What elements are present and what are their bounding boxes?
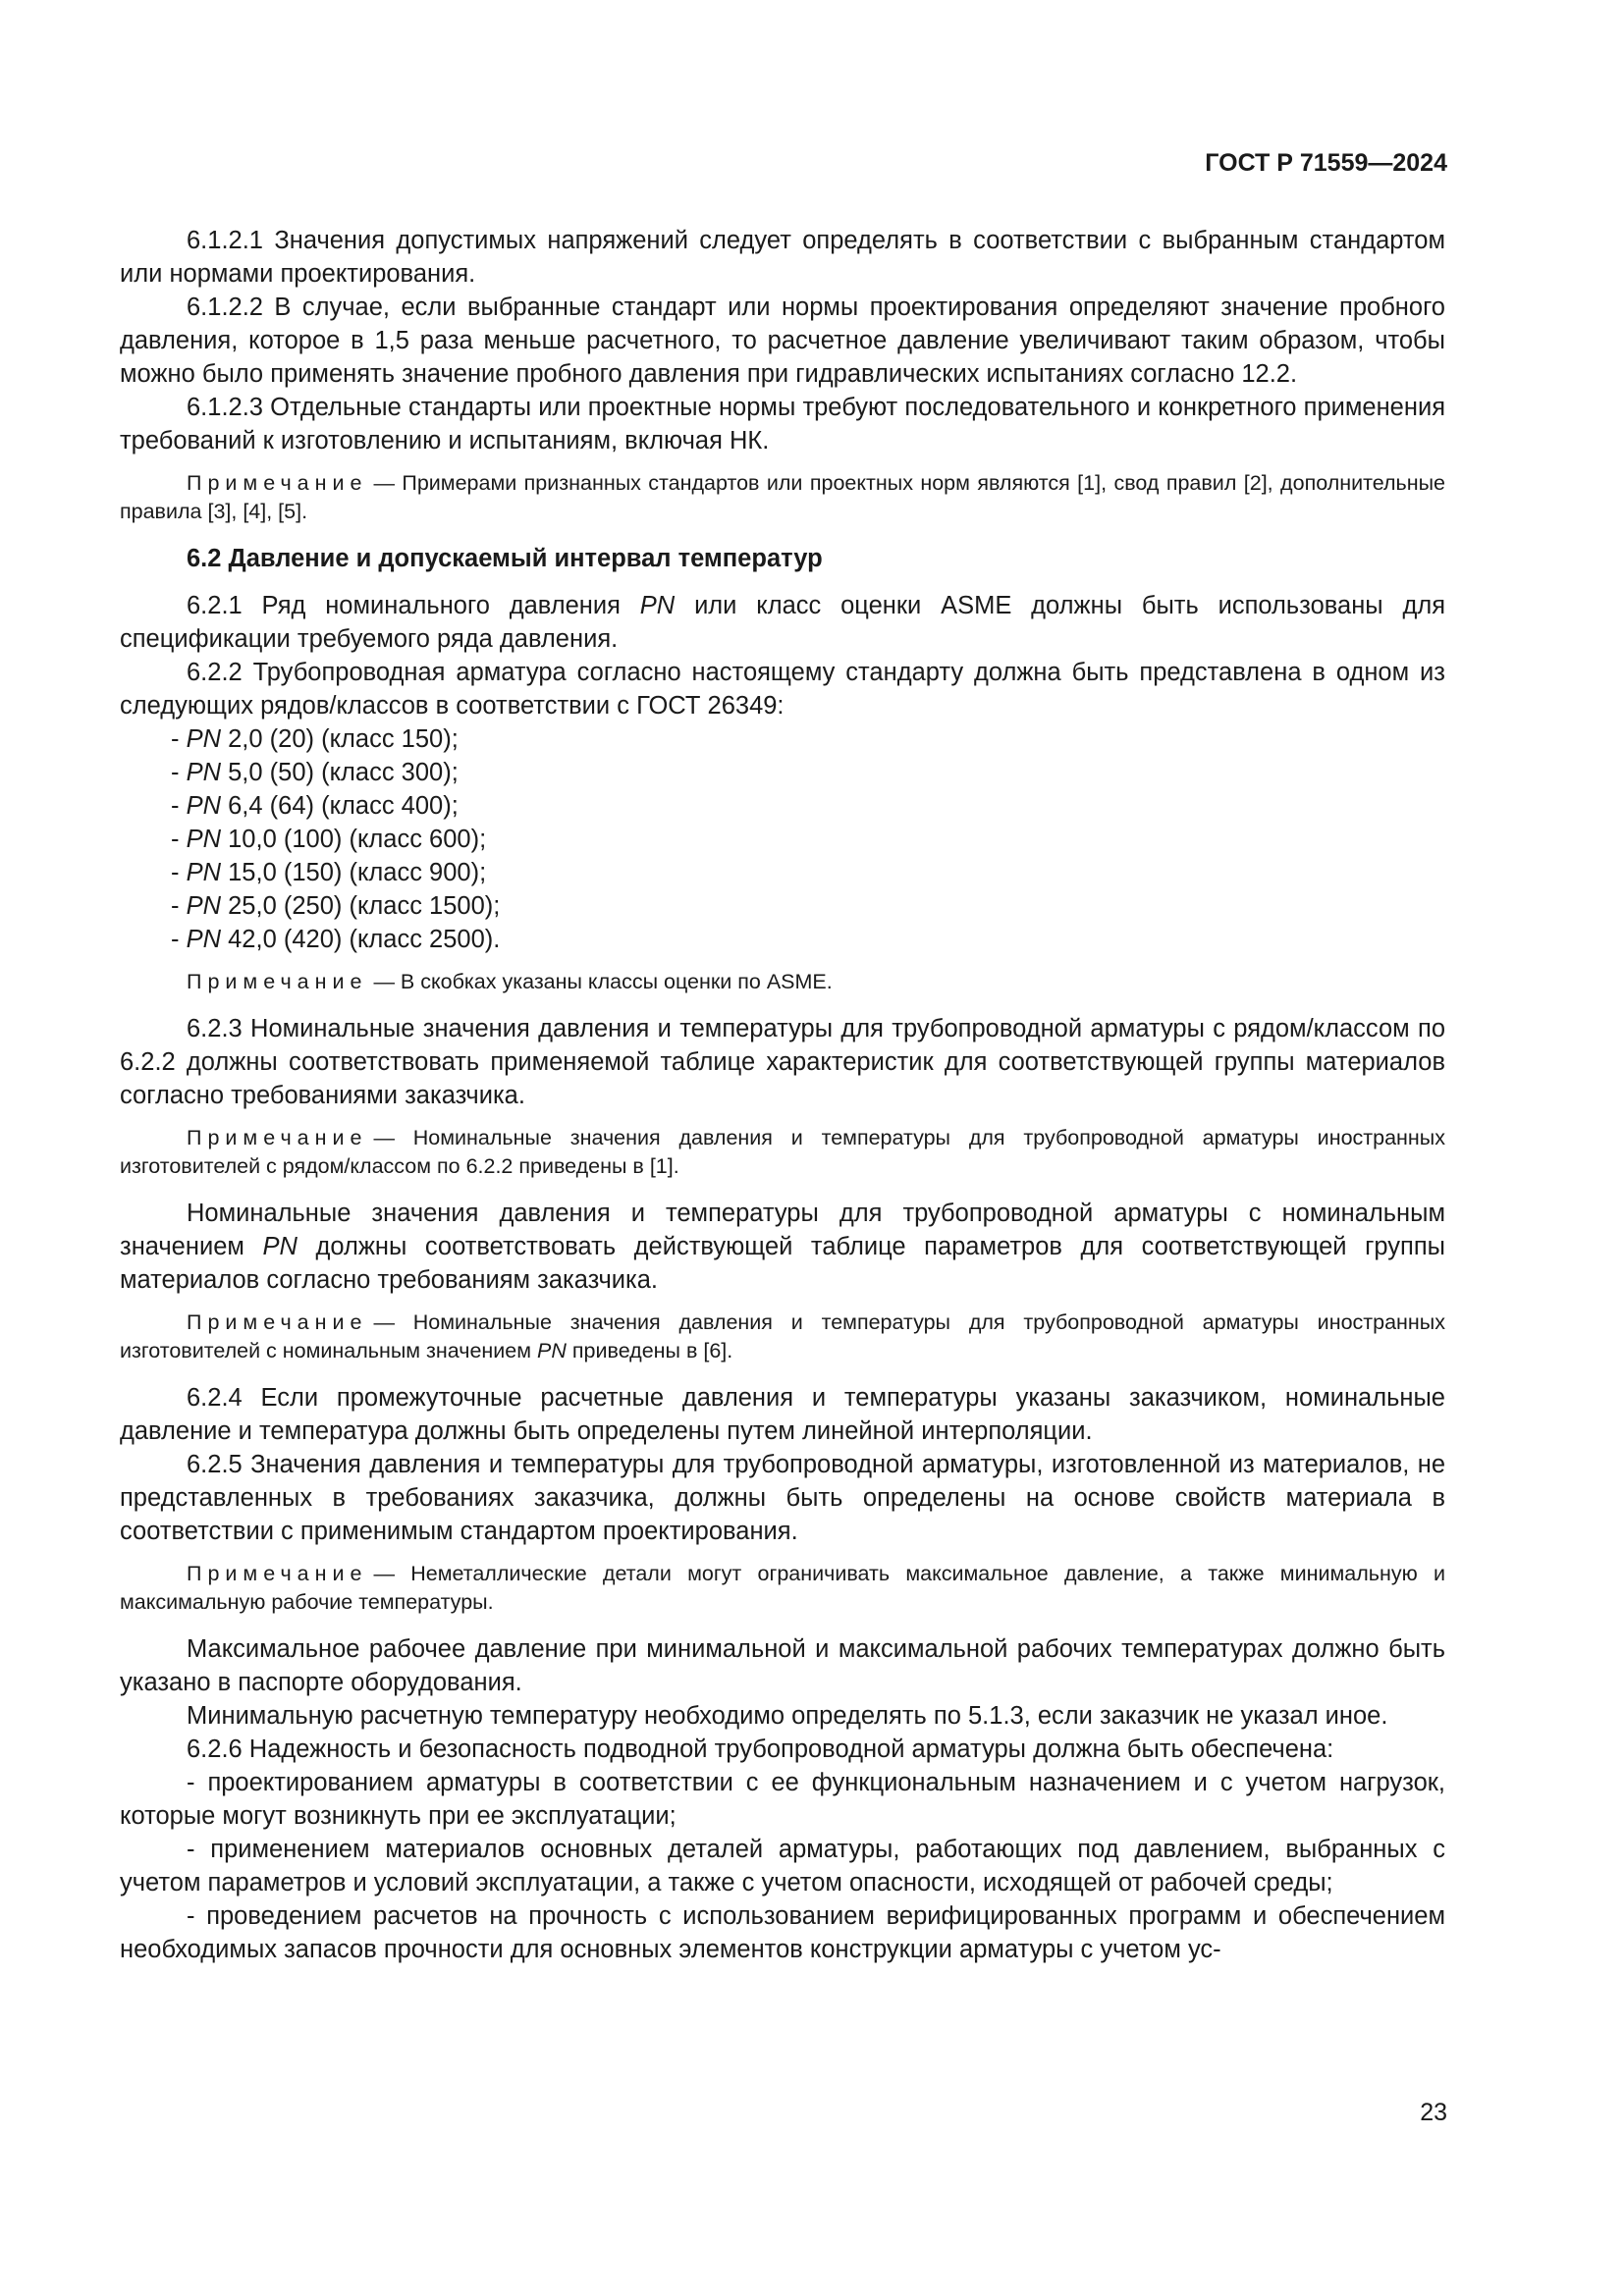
paragraph: 6.1.2.2 В случае, если выбранные стандарт или нормы проектирования определяют значение пробного давления, которое в 1,5 раза меньше расчетного, то расчетное давление увеличивают таким образом, чтобы можно было применять значение пробного давления при гидравлических испытаниях согласно 12.2. bbox=[120, 294, 1445, 388]
note-text: — Примерами признанных стандартов или проектных норм являются [1], свод правил [2], дополнительные правила [3], [4], [5]. bbox=[120, 471, 1445, 523]
paragraph: - проведением расчетов на прочность с использованием верифицированных программ и обеспечением необходимых запасов прочности для основных элементов конструкции арматуры с учетом ус- bbox=[120, 1902, 1445, 1963]
note: Примечание — Номинальные значения давления и температуры для трубопроводной арматуры иностранных изготовителей с номинальным значением PN приведены в [6]. bbox=[120, 1310, 1445, 1362]
paragraph: 6.2.5 Значения давления и температуры для трубопроводной арматуры, изготовленной из материалов, не представленных в требованиях заказчика, должны быть определены на основе свойств материала в соответствии с применимым стандартом проектирования. bbox=[120, 1451, 1445, 1545]
list-item: - PN 6,4 (64) (класс 400); bbox=[171, 792, 459, 820]
document-body bbox=[120, 224, 1445, 1966]
list-item: - PN 2,0 (20) (класс 150); bbox=[171, 725, 459, 753]
paragraph: Номинальные значения давления и температуры для трубопроводной арматуры с номинальным значением PN должны соответствовать действующей таблице параметров для соответствующей группы материалов согласно требованиям заказчика. bbox=[120, 1200, 1445, 1294]
note bbox=[120, 968, 1445, 996]
note-label: Примечание bbox=[187, 1126, 368, 1149]
paragraph: 6.2.3 Номинальные значения давления и температуры для трубопроводной арматуры с рядом/классом по 6.2.2 должны соответствовать применяемой таблице характеристик для соответствующей группы материалов согласно требованиями заказчика. bbox=[120, 1015, 1445, 1109]
list-item: - PN 5,0 (50) (класс 300); bbox=[171, 759, 459, 786]
note-text: — Номинальные значения давления и температуры для трубопроводной арматуры иностранных изготовителей с рядом/классом по 6.2.2 приведены в [1]. bbox=[120, 1126, 1445, 1178]
list-item: - PN 15,0 (150) (класс 900); bbox=[171, 859, 487, 886]
note-text: — В скобках указаны классы оценки по ASME. bbox=[373, 970, 833, 993]
paragraph: 6.1.2.1 Значения допустимых напряжений следует определять в соответствии с выбранным стандартом или нормами проектирования. bbox=[120, 227, 1445, 288]
paragraph: Минимальную расчетную температуру необходимо определять по 5.1.3, если заказчик не указал иное. bbox=[187, 1702, 1388, 1730]
note-label: Примечание bbox=[187, 1562, 368, 1585]
paragraph: - применением материалов основных деталей арматуры, работающих под давлением, выбранных с учетом параметров и условий эксплуатации, а также с учетом опасности, исходящей от рабочей среды; bbox=[120, 1836, 1445, 1896]
paragraph: 6.2.2 Трубопроводная арматура согласно настоящему стандарту должна быть представлена в одном из следующих рядов/классов в соответствии с ГОСТ 26349: bbox=[120, 659, 1445, 720]
note bbox=[120, 1124, 1445, 1181]
note-label: Примечание bbox=[187, 471, 368, 495]
paragraph: 6.2.1 Ряд номинального давления PN или класс оценки ASME должны быть использованы для спецификации требуемого ряда давления. bbox=[120, 592, 1446, 653]
note-text: — Неметаллические детали могут ограничивать максимальное давление, а также минимальную и максимальную рабочие температуры. bbox=[120, 1562, 1445, 1614]
note-label: Примечание bbox=[187, 1310, 368, 1334]
list-item: - PN 42,0 (420) (класс 2500). bbox=[171, 926, 501, 953]
note-label: Примечание bbox=[187, 970, 368, 993]
section-heading: 6.2 Давление и допускаемый интервал температур bbox=[187, 545, 823, 572]
page-number: 23 bbox=[1420, 2099, 1447, 2126]
paragraph: Максимальное рабочее давление при минимальной и максимальной рабочих температурах должно быть указано в паспорте оборудования. bbox=[120, 1635, 1445, 1696]
note bbox=[120, 1560, 1445, 1617]
paragraph: - проектированием арматуры в соответствии с ее функциональным назначением и с учетом нагрузок, которые могут возникнуть при ее эксплуатации; bbox=[120, 1769, 1445, 1830]
note bbox=[120, 469, 1445, 526]
paragraph: 6.2.6 Надежность и безопасность подводной трубопроводной арматуры должна быть обеспечена: bbox=[187, 1735, 1334, 1763]
list-item: - PN 25,0 (250) (класс 1500); bbox=[171, 892, 501, 920]
list-item: - PN 10,0 (100) (класс 600); bbox=[171, 826, 487, 853]
document-header: ГОСТ Р 71559—2024 bbox=[1205, 149, 1447, 177]
paragraph: 6.2.4 Если промежуточные расчетные давления и температуры указаны заказчиком, номинальные давление и температура должны быть определены путем линейной интерполяции. bbox=[120, 1384, 1445, 1445]
paragraph: 6.1.2.3 Отдельные стандарты или проектные нормы требуют последовательного и конкретного применения требований к изготовлению и испытаниям, включая НК. bbox=[120, 394, 1445, 454]
